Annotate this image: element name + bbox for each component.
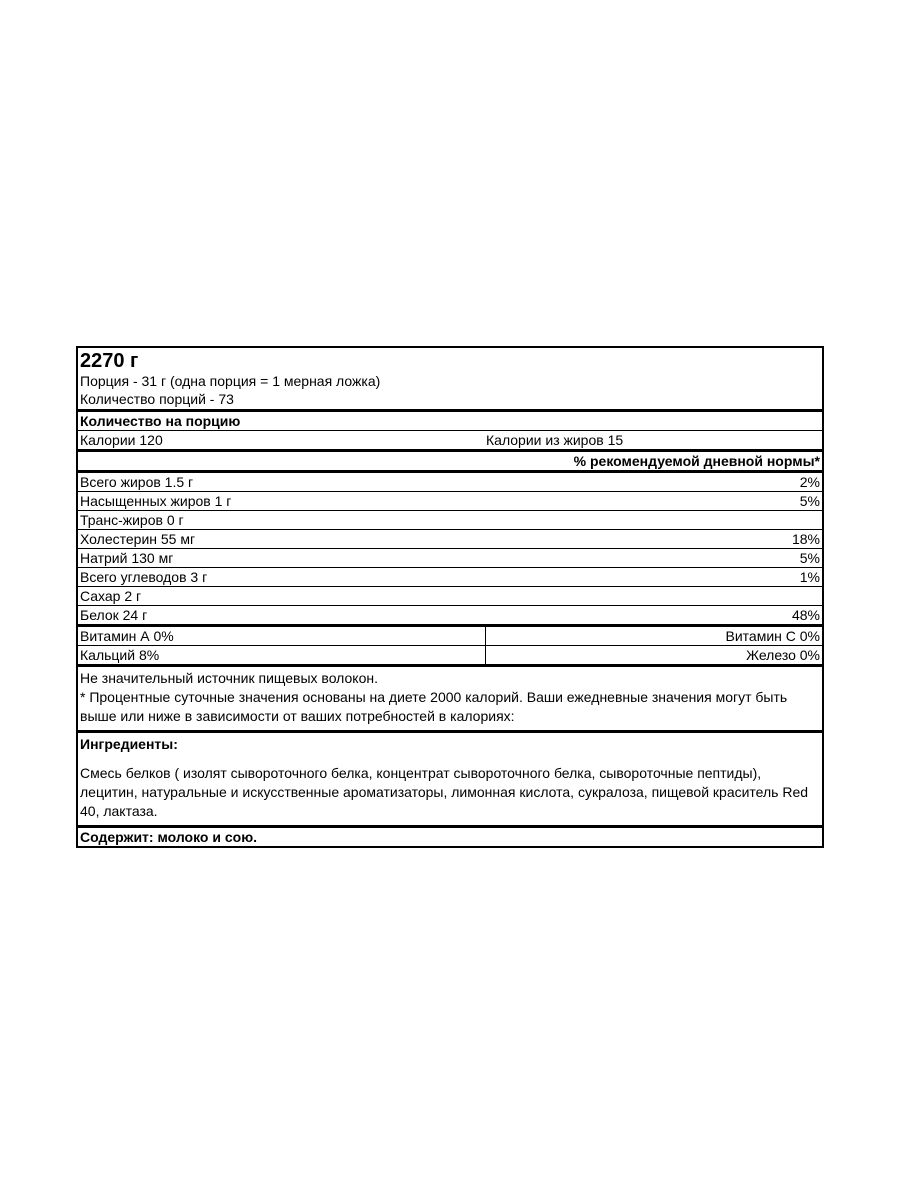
ingredients-title: Ингредиенты: [80, 736, 178, 752]
nutrient-row [78, 586, 822, 605]
amount-per-serving [78, 409, 822, 430]
ingredients-text: Смесь белков ( изолят сывороточного белка, концентрат сывороточного белка, сывороточные пептиды), лецитин, натуральные и искусственные ароматизаторы, лимонная кислота, сукралоза, пищевой краситель Red 40, лактаза. [80, 765, 809, 819]
nutrient-row [78, 470, 822, 491]
fiber-note: Не значительный источник пищевых волокон. [80, 670, 378, 686]
vitamin-row [78, 624, 822, 645]
nutrition-facts-label [76, 346, 824, 848]
nutrient-name: Холестерин 55 мг [80, 531, 196, 547]
vitamin-right: Витамин С 0% [725, 628, 820, 644]
nutrient-row [78, 529, 822, 548]
nutrient-name: Белок 24 г [80, 607, 148, 623]
nutrient-name: Сахар 2 г [80, 588, 142, 604]
calories: Калории 120 [80, 432, 163, 448]
nutrient-name: Всего жиров 1.5 г [80, 474, 194, 490]
nutrient-name: Всего углеводов 3 г [80, 569, 208, 585]
nutrient-dv: 5% [799, 493, 820, 509]
nutrient-row [78, 605, 822, 624]
footnotes [78, 664, 822, 730]
serving-size: Порция - 31 г (одна порция = 1 мерная ложка) [80, 373, 381, 389]
net-weight: 2270 г [80, 350, 139, 372]
nutrient-row [78, 491, 822, 510]
daily-value-header: % рекомендуемой дневной нормы* [78, 449, 822, 470]
nutrient-name: Насыщенных жиров 1 г [80, 493, 232, 509]
nutrient-name: Натрий 130 мг [80, 550, 174, 566]
daily-value-footnote: * Процентные суточные значения основаны на диете 2000 калорий. Ваши ежедневные значения могут быть выше или ниже в зависимости от ваших потребностей в калориях: [80, 689, 788, 724]
ingredients-section [78, 730, 822, 825]
nutrient-dv: 2% [799, 474, 820, 490]
nutrient-row [78, 548, 822, 567]
nutrient-dv: 48% [791, 607, 820, 623]
nutrient-row [78, 567, 822, 586]
vitamin-left: Кальций 8% [78, 646, 486, 664]
vitamin-right: Железо 0% [746, 647, 820, 663]
nutrient-dv: 5% [799, 550, 820, 566]
nutrient-name: Транс-жиров 0 г [80, 512, 184, 528]
calories-from-fat: Калории из жиров 15 [486, 432, 624, 448]
servings-per-container: Количество порций - 73 [80, 391, 234, 407]
calories-row [78, 430, 822, 449]
nutrient-dv: 18% [791, 531, 820, 547]
label-header [78, 348, 822, 409]
nutrient-row [78, 510, 822, 529]
allergen-statement: Содержит: молоко и сою. [78, 825, 822, 846]
vitamin-left: Витамин А 0% [78, 627, 486, 645]
amount-per-serving-label: Количество на порцию [80, 413, 241, 429]
vitamin-row [78, 645, 822, 664]
nutrient-dv: 1% [799, 569, 820, 585]
